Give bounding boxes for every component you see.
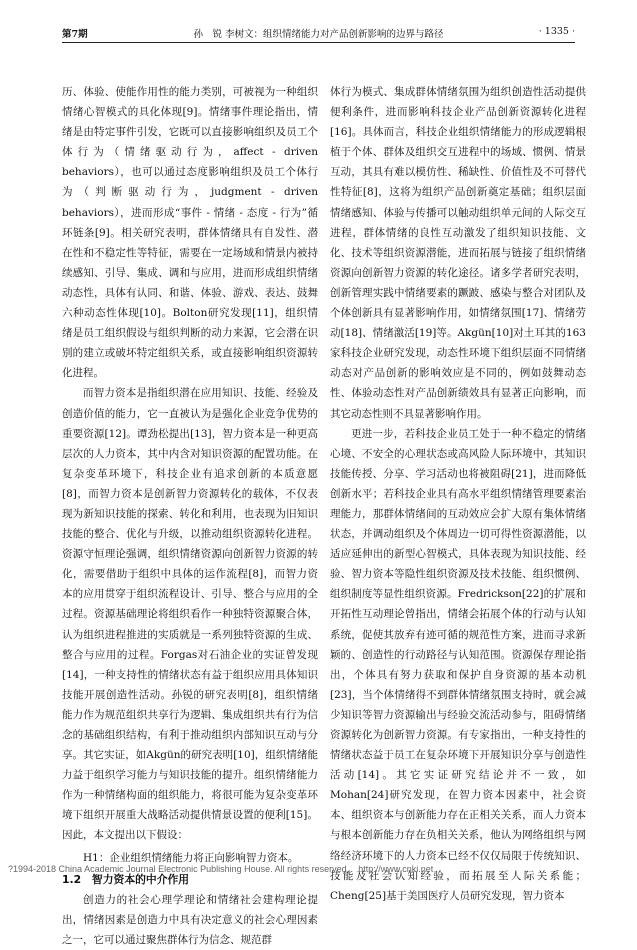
left-column-paragraph: 创造力的社会心理学理论和情绪社会建构理论提出，情绪因素是创造力中具有决定意义的社会心理因素之一，它可以通过聚焦群体行为信念、规范群 (62, 893, 318, 946)
page-header (62, 24, 575, 42)
page-number: · 1335 · (538, 26, 575, 37)
hypothesis-statement: H1：企业组织情绪能力将正向影响智力资本。 (83, 851, 299, 864)
copyright-footer: ?1994-2018 China Academic Journal Electronic Publishing House. All rights reserved. http://www.cnki.net (8, 864, 434, 874)
running-title: 孙 锐 李树文：组织情绪能力对产品创新影响的边界与路径 (193, 29, 444, 40)
right-column-paragraph: 体行为模式、集成群体情绪氛围为组织创造性活动提供便利条件，进而影响科技企业产品创新资源转化进程[16]。具体而言，科技企业组织情绪能力的形成逻辑根植于个体、群体及组织交互进程中的场域、惯例、情景互动，其具有难以模仿性、稀缺性、价值性及不可替代性特征[8]，这将为组织产品创新奠定基础；组织层面情绪感知、体验与传播可以触动组织单元间的人际交互进程，群体情绪的良性互动激发了组织知识技能、文化、技术等组织资源潜能，进而拓展与链接了组织情绪资源向创新智力资源的转化途径。诸多学者研究表明，创新管理实践中情绪要素的蹶跛、感染与整合对团队及个体创新具有显著影响作用，如情绪氛围[17]、情绪劳动[18]、情绪激活[19]等。Akgün[10]对土耳其的163家科技企业研究发现，动态性环境下组织层面不同情绪动态对产品创新的影响效应是不同的，例如鼓舞动态性、体验动态性对产品创新绩效具有显著正向影响，而其它动态性则不具显著影响作用。 (330, 86, 586, 420)
right-column-paragraph: 更进一步，若科技企业员工处于一种不稳定的情绪心境、不安全的心理状态或高风险人际环境中，其知识技能传授、分享、学习活动也将被阻碍[21]，进而降低创新水平；若科技企业具有高水平组织情绪管理要素治理能力，那群体情绪间的互动效应会扩大原有集体情绪状态，并调动组织及个体周边一切可得性资源潜能，以适应延伸出的新型心智模式，具体表现为知识技能、经验、智力资本等隐性组织资源及技术技能、组织惯例、组织制度等显性组织资源。Fredrickson[22]的扩展和开拓性互动理论曾指出，情绪会拓展个体的行动与认知系统，促使其放弃有迹可循的规范性方案，进而寻求新颖的、创造性的行动路径与认知范围。资源保存理论指出，个体具有努力获取和保护自身资源的基本动机[23]，当个体情绪得不到群体情绪氛围支持时，就会减少知识等智力资源输出与经验交流活动参与，阻碍情绪资源转化为创新智力资源。有专家指出，一种支持性的情绪状态益于员工在复杂环境下开展知识分享与创造性活动[14]。其它实证研究结论并不一致，如Mohan[24]研究发现，在智力资本因素中，社会资本、组织资本与创新能力存在正相关关系，而人力资本与根本创新能力存在负相关关系，他认为网络组织与网络经济环境下的人力资本已经不仅仅局限于传统知识、技能及社会认知经验，而拓展至人际关系能；Cheng[25]基于美国医疗人员研究发现，智力资本 (330, 427, 586, 902)
header-rule (62, 42, 575, 43)
section-heading: 1.2 智力资本的中介作用 (62, 872, 190, 886)
left-column-paragraph: 而智力资本是指组织潜在应用知识、技能、经验及创造价值的能力，它一直被认为是强化企业竞争优势的重要资源[12]。谭劲松提出[13]，智力资本是一种更高层次的人力资本，其中内含对知识资源的配置功能。在复杂变革环境下，科技企业有追求创新的本质意愿[8]，而智力资本是创新智力资源转化的载体，不仅表现为新知识技能的探索、转化和利用，也表现为旧知识技能的整合、优化与升级，以推动组织资源转化进程。资源守恒理论强调，组织情绪资源向创新智力资源的转化，需要借助于组织中具体的运作流程[8]，而智力资本的应用贯穿于组织流程设计、引导、整合与应用的全过程。资源基础理论将组织看作一种独特资源聚合体，认为组织进程推进的实质就是一系列独特资源的生成、整合与应用的过程。Forgas对石油企业的实证曾发现[14]，一种支持性的情绪状态有益于组织应用具体知识技能开展创造性活动。孙锐的研究表明[8]，组织情绪能力作为规范组织共享行为逻辑、集成组织共有行为信念的基础组织结构，有利于推动组织内部知识互动与分享。其它实证，如Akgün的研究表明[10]，组织情绪能力益于组织学习能力与知识技能的提升。组织情绪能力作为一种情绪构面的组织能力，将很可能为复杂变革环境下组织开展重大战略活动提供情景设置的便利[15]。因此，本文提出以下假设： (62, 387, 318, 842)
left-column-paragraph: 历、体验、使能作用性的能力类别，可被视为一种组织情绪心智模式的具化体现[9]。情绪事件理论指出，情绪是由特定事件引发，它既可以直接影响组织及员工个体行为（情绪驱动行为，affect - driven behaviors），也可以通过态度影响组织及员工个体行为（判断驱动行为，judgment - driven behaviors），进而形成“事件 - 情绪 - 态度 - 行为”循环链条[9]。相关研究表明，群体情绪具有自发性、潜在性和不稳定性等特征，需要在一定场域和情景内被持续感知、引导、集成、调和与应用，进而形成组织情绪动态性，具体有认同、和谐、体验、游戏、表达、鼓舞六种动态性体现[10]。Bolton研究发现[11]，组织情绪是员工组织假设与组织判断的动力来源，它会潜在识别的建立或破坏特定组织关系，或直接影响组织资源转化进程。 (62, 86, 318, 380)
right-column (330, 82, 586, 906)
issue-label: 第7期 (62, 29, 88, 40)
left-column (62, 82, 318, 950)
